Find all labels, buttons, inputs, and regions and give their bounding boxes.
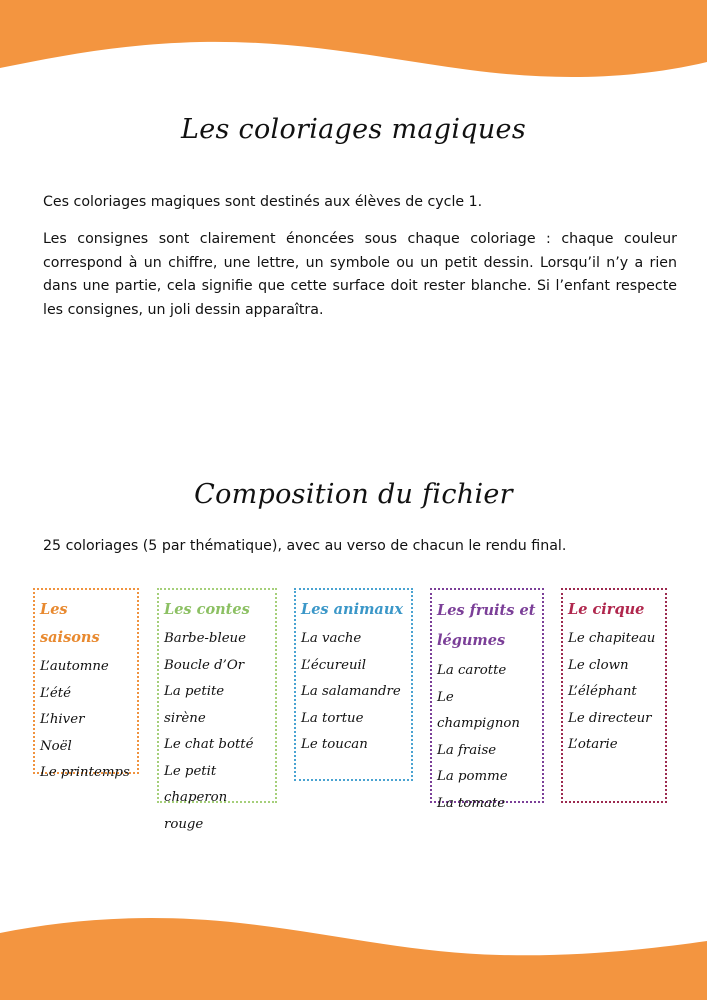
list-item: La vache — [301, 631, 362, 646]
composition-paragraph: 25 coloriages (5 par thématique), avec au verso de chacun le rendu final. — [43, 538, 567, 554]
theme-heading: Les animaux — [301, 601, 404, 618]
bottom-orange-wave — [0, 905, 707, 1000]
list-item: L’automne — [40, 659, 109, 674]
list-item: Le champignon — [437, 689, 520, 731]
list-item: Le clown — [568, 657, 629, 673]
composition-title: Composition du fichier — [194, 479, 513, 510]
instructions-paragraph: Les consignes sont clairement énoncées sous chaque coloriage : chaque couleur correspond à un chiffre, une lettre, un symbole ou un petit dessin. Lorsqu’il n’y a rien dans une partie, cela signifie que cette surface doit rester blanche. Si l’enfant respecte les consignes, un joli dessin apparaîtra. — [43, 231, 677, 318]
list-item: Boucle d’Or — [164, 657, 245, 673]
theme-box-fruits-vegetables — [430, 588, 544, 811]
theme-box-seasons — [33, 588, 139, 780]
theme-list — [164, 626, 270, 838]
theme-box-circus — [561, 588, 667, 803]
list-item: L’otarie — [568, 737, 618, 752]
list-item: La tortue — [301, 710, 364, 726]
theme-list — [40, 654, 132, 787]
theme-list — [301, 626, 406, 759]
top-orange-wave — [0, 0, 707, 90]
list-item: Le directeur — [568, 710, 652, 726]
theme-heading: Les fruits et légumes — [437, 602, 536, 649]
list-item: L’été — [40, 685, 71, 701]
list-item: La tomate — [437, 795, 506, 811]
theme-heading: Le cirque — [568, 601, 645, 618]
list-item: L’éléphant — [568, 684, 637, 699]
theme-heading: Les contes — [164, 601, 250, 618]
list-item: La carotte — [437, 663, 507, 678]
list-item: Barbe-bleue — [164, 631, 246, 646]
list-item: Le petit chaperon rouge — [164, 763, 228, 832]
list-item: Le toucan — [301, 737, 368, 752]
intro-paragraph: Ces coloriages magiques sont destinés aux élèves de cycle 1. — [43, 194, 483, 210]
theme-box-animals — [294, 588, 413, 781]
list-item: La pomme — [437, 769, 508, 784]
list-item: La fraise — [437, 742, 497, 758]
theme-list — [437, 658, 537, 817]
list-item: La petite sirène — [164, 684, 225, 726]
list-item: Le printemps — [40, 765, 130, 780]
theme-list — [568, 626, 660, 759]
list-item: Le chapiteau — [568, 631, 656, 646]
list-item: Le chat botté — [164, 737, 254, 752]
list-item: L’hiver — [40, 712, 85, 727]
list-item: Noël — [40, 738, 72, 754]
theme-box-tales — [157, 588, 277, 832]
list-item: L’écureuil — [301, 657, 367, 673]
list-item: La salamandre — [301, 684, 401, 699]
main-title: Les coloriages magiques — [181, 114, 526, 145]
theme-heading: Les saisons — [40, 601, 100, 646]
